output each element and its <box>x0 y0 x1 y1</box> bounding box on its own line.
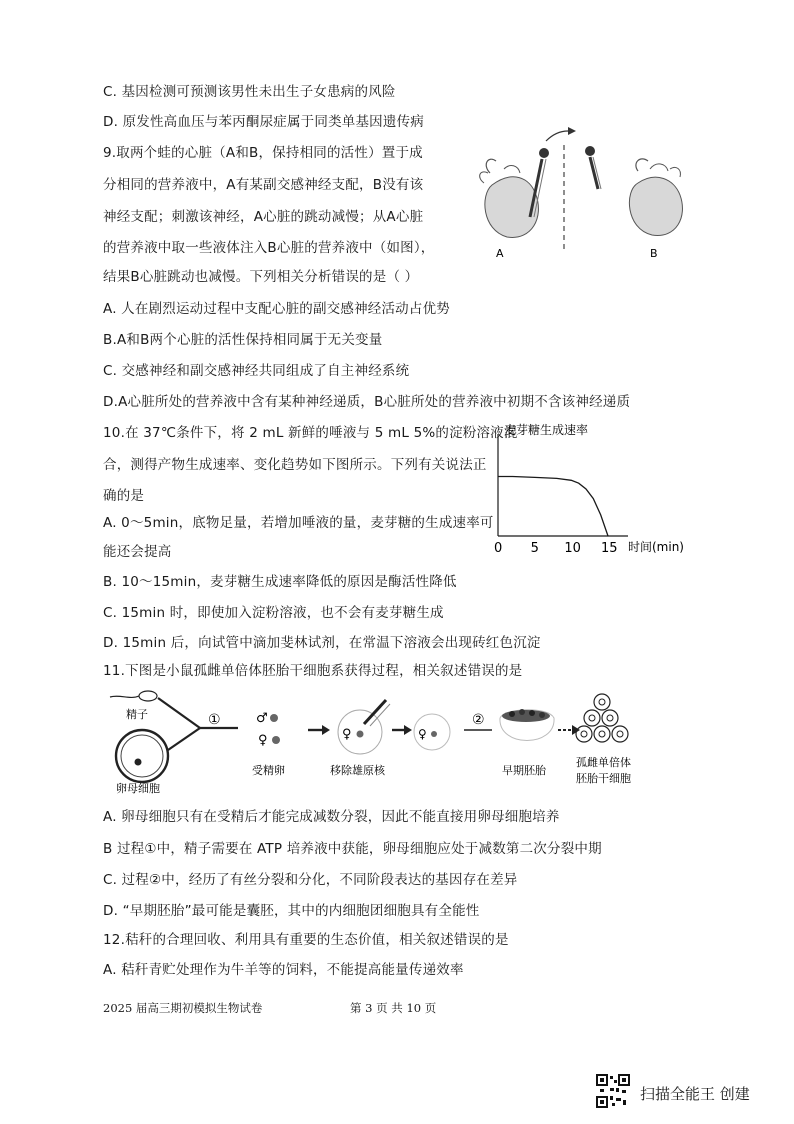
remove-pronucleus-label: 移除雄原核 <box>330 764 385 777</box>
scanner-watermark: 扫描全能王 创建 <box>640 1085 750 1103</box>
stem-cell-cluster-drawing <box>576 694 628 742</box>
option-b-q10: B. 10～15min，麦芽糖生成速率降低的原因是酶活性降低 <box>103 574 457 590</box>
chart-x-tick-label: 15 <box>601 541 618 556</box>
oocyte-drawing <box>116 730 168 782</box>
result-label-1: 孤雌单倍体 <box>576 756 631 769</box>
option-d-q8: D. 原发性高血压与苯丙酮尿症属于同类单基因遗传病 <box>103 114 424 130</box>
option-c-q9: C. 交感神经和副交感神经共同组成了自主神经系统 <box>103 363 410 379</box>
question-9-stem-4: 的营养液中取一些液体注入B心脏的营养液中（如图）， <box>103 240 435 256</box>
heart-a-label: A <box>496 247 504 260</box>
option-b-q11: B 过程①中，精子需要在 ATP 培养液中获能，卵母细胞应处于减数第二次分裂中期 <box>103 841 602 857</box>
chart-x-tick-label: 5 <box>530 541 539 556</box>
maltose-rate-chart <box>488 418 698 558</box>
female-symbol-2: ♀ <box>342 727 352 742</box>
chart-x-axis-label: 时间(min) <box>628 540 684 554</box>
footer-exam-title: 2025 届高三期初模拟生物试卷 <box>103 1001 263 1015</box>
question-9-stem-3: 神经支配；刺激该神经，A心脏的跳动减慢；从A心脏 <box>103 209 424 225</box>
question-12-stem: 12.秸秆的合理回收、利用具有重要的生态价值，相关叙述错误的是 <box>103 932 509 948</box>
footer-page-number: 第 3 页 共 10 页 <box>350 1001 437 1015</box>
option-a-q10-2: 能还会提高 <box>103 544 172 560</box>
question-11-stem: 11.下图是小鼠孤雌单倍体胚胎干细胞系获得过程，相关叙述错误的是 <box>103 663 523 679</box>
option-d-q9: D.A心脏所处的营养液中含有某种神经递质，B心脏所处的营养液中初期不含该神经递质 <box>103 394 631 410</box>
chart-x-tick-label: 0 <box>494 541 503 556</box>
question-10-stem-3: 确的是 <box>103 488 145 504</box>
heart-b <box>629 159 682 236</box>
option-a-q9: A. 人在剧烈运动过程中支配心脏的副交感神经活动占优势 <box>103 301 450 317</box>
haploid-egg-drawing <box>414 714 450 750</box>
question-10-stem-2: 合，测得产物生成速率、变化趋势如下图所示。下列有关说法正 <box>103 457 487 473</box>
sperm-label: 精子 <box>126 708 148 721</box>
question-9-stem-1: 9.取两个蛙的心脏（A和B，保持相同的活性）置于成 <box>103 145 423 161</box>
question-10-stem-1: 10.在 37℃条件下，将 2 mL 新鲜的唾液与 5 mL 5%的淀粉溶液混 <box>103 425 518 441</box>
heart-a <box>480 159 539 237</box>
option-c-q11: C. 过程②中，经历了有丝分裂和分化，不同阶段表达的基因存在差异 <box>103 872 518 888</box>
step-1-label: ① <box>208 712 221 728</box>
male-symbol: ♂ <box>256 711 268 726</box>
option-a-q10-1: A. 0～5min，底物足量，若增加唾液的量，麦芽糖的生成速率可 <box>103 515 494 531</box>
oocyte-label: 卵母细胞 <box>116 782 160 795</box>
option-d-q10: D. 15min 后，向试管中滴加斐林试剂，在常温下溶液会出现砖红色沉淀 <box>103 635 541 651</box>
qr-code-icon <box>596 1074 630 1108</box>
question-9-stem-5: 结果B心脏跳动也减慢。下列相关分析错误的是（ ） <box>103 269 419 285</box>
chart-series-line <box>498 477 608 537</box>
female-symbol-3: ♀ <box>418 727 427 741</box>
sperm-drawing <box>110 691 157 701</box>
dropper-b <box>585 146 601 189</box>
option-a-q11: A. 卵母细胞只有在受精后才能完成减数分裂，因此不能直接用卵母细胞培养 <box>103 809 560 825</box>
heart-figure <box>462 125 702 265</box>
early-embryo-label: 早期胚胎 <box>502 764 546 777</box>
early-embryo-drawing <box>500 709 554 741</box>
result-label-2: 胚胎干细胞 <box>576 772 631 785</box>
option-a-q12: A. 秸秆青贮处理作为牛羊等的饲料，不能提高能量传递效率 <box>103 962 464 978</box>
option-d-q11: D. “早期胚胎”最可能是囊胚，其中的内细胞团细胞具有全能性 <box>103 903 480 919</box>
zygote-label: 受精卵 <box>252 764 285 777</box>
heart-b-label: B <box>650 247 658 260</box>
remove-pronucleus-drawing <box>338 700 390 754</box>
step-2-label: ② <box>472 712 485 728</box>
female-symbol: ♀ <box>258 733 268 748</box>
zygote-drawing <box>256 711 280 748</box>
chart-y-axis-label: 麦芽糖生成速率 <box>504 423 589 437</box>
option-b-q9: B.A和B两个心脏的活性保持相同属于无关变量 <box>103 332 383 348</box>
question-9-stem-2: 分相同的营养液中，A有某副交感神经支配，B没有该 <box>103 177 424 193</box>
option-c-q8: C. 基因检测可预测该男性未出生子女患病的风险 <box>103 84 396 100</box>
chart-x-tick-label: 10 <box>564 541 581 556</box>
dropper-a <box>530 148 549 217</box>
option-c-q10: C. 15min 时，即使加入淀粉溶液，也不会有麦芽糖生成 <box>103 605 444 621</box>
embryo-figure <box>108 688 668 798</box>
